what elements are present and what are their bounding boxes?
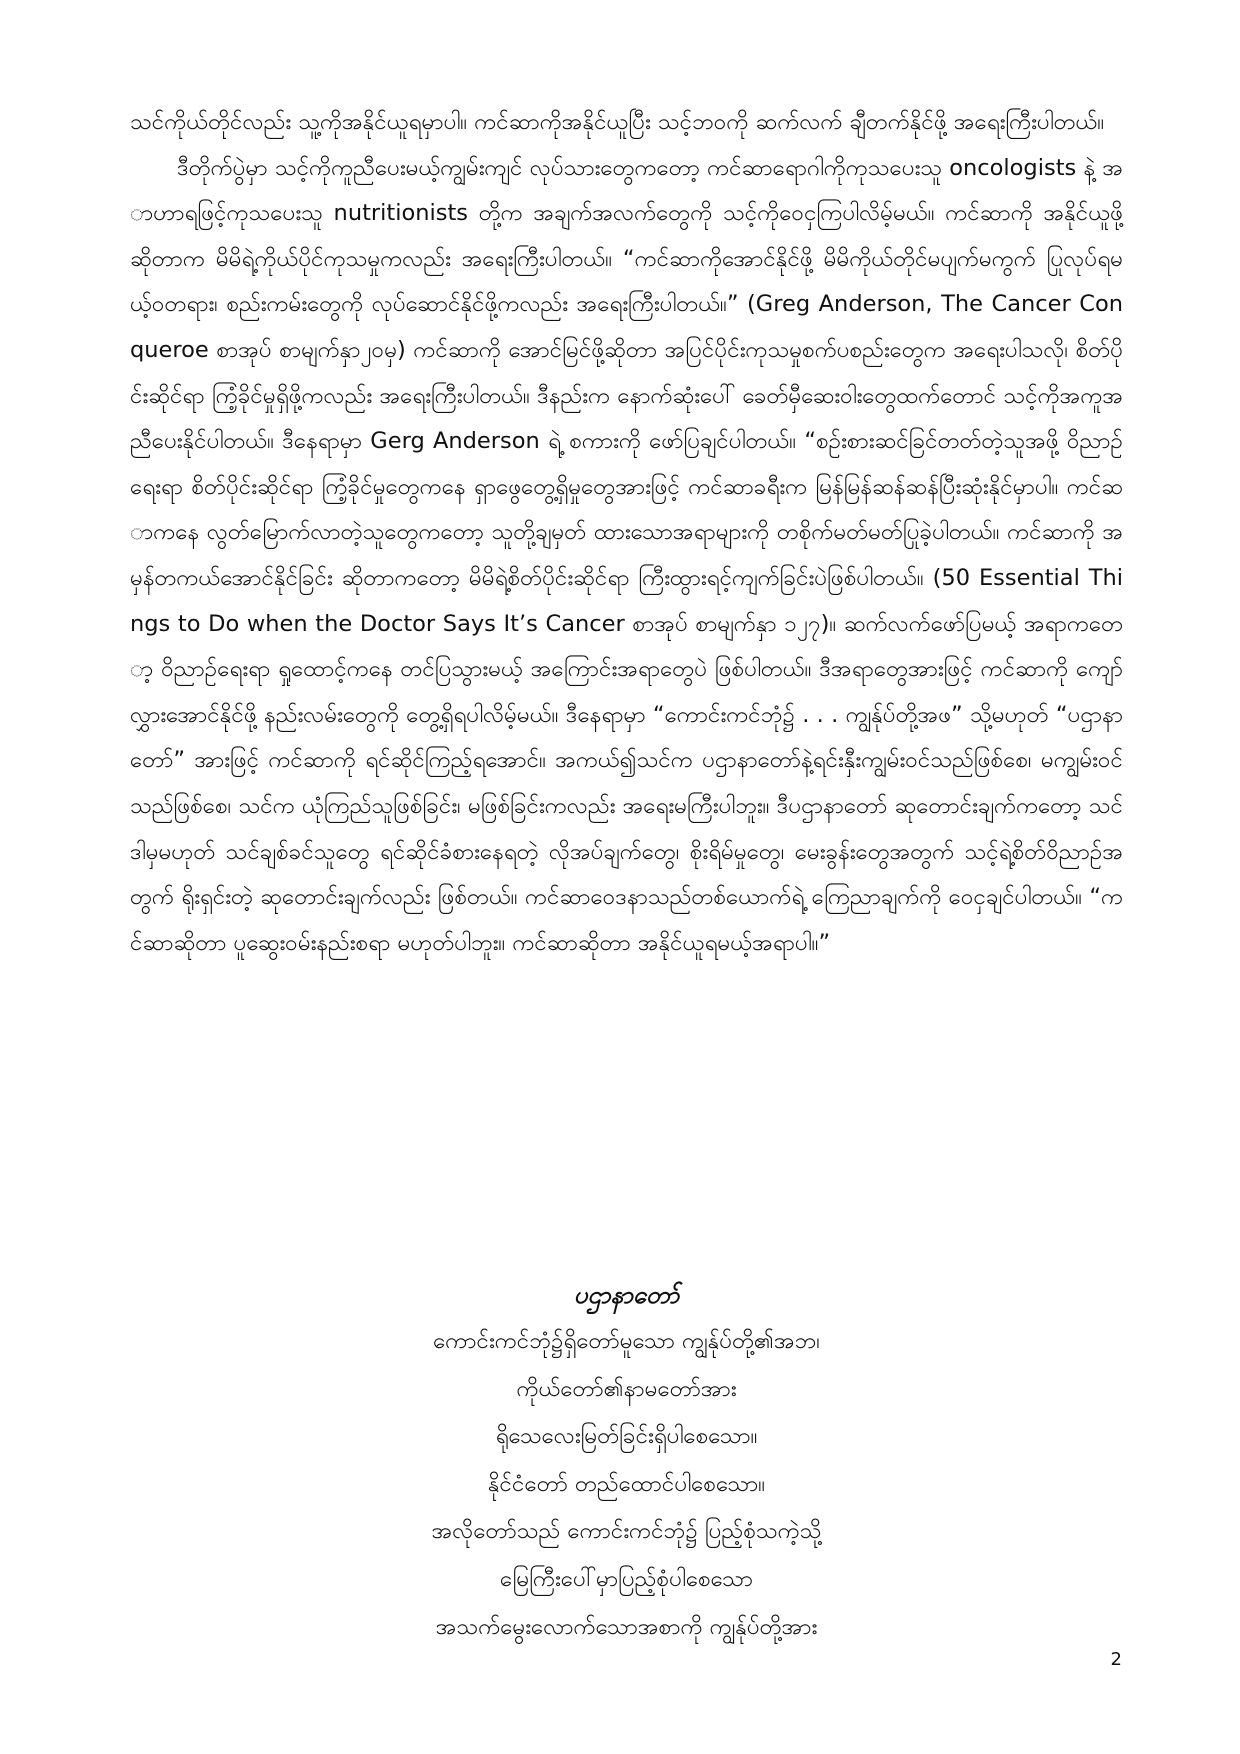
paragraph-main: ဒီတိုက်ပွဲမှာ သင့်ကိုကူညီပေးမယ့်ကျွမ်းကျင် လုပ်သားတွေကတော့ ကင်ဆာရောဂါကိုကုသပေးသူ oncologists နဲ့ အာဟာရဖြင့်ကုသပေးသူ nutritionists တို့က အချက်အလက်တွေကို သင့်ကိုဝေငှကြပါလိမ့်မယ်။ ကင်ဆာကို အနိုင်ယူဖို့ဆိုတာက မိမိရဲ့ကိုယ်ပိုင်ကုသမှုကလည်း အရေးကြီးပါတယ်။ “ကင်ဆာကိုအောင်နိုင်ဖို့ မိမိကိုယ်တိုင်မပျက်မကွက် ပြုလုပ်ရမယ့်ဝတရား၊ စည်းကမ်းတွေကို လုပ်ဆောင်နိုင်ဖို့ကလည်း အရေးကြီးပါတယ်။” (Greg Anderson, The Cancer Conqueroe စာအုပ် စာမျက်နှာ၂၀မှ) ကင်ဆာကို အောင်မြင်ဖို့ဆိုတာ အပြင်ပိုင်းကုသမှုစက်ပစည်းတွေက အရေးပါသလို၊ စိတ်ပိုင်းဆိုင်ရာ ကြံ့ခိုင်မှုရှိဖို့ကလည်း အရေးကြီးပါတယ်။ ဒီနည်းက နောက်ဆုံးပေါ် ခေတ်မှီဆေးဝါးတွေထက်တောင် သင့်ကိုအကူအညီပေးနိုင်ပါတယ်။ ဒီနေရာမှာ Gerg Anderson ရဲ့ စကားကို ဖော်ပြချင်ပါတယ်။ “စဉ်းစားဆင်ခြင်တတ်တဲ့သူအဖို့ ဝိညာဉ်ရေးရာ စိတ်ပိုင်းဆိုင်ရာ ကြံ့ခိုင်မှုတွေကနေ ရှာဖွေတွေ့ရှိမှုတွေအားဖြင့် ကင်ဆာခရီးက မြန်မြန်ဆန်ဆန်ပြီးဆုံးနိုင်မှာပါ။ ကင်ဆာကနေ လွတ်မြောက်လာတဲ့သူတွေကတော့ သူတို့ချမှတ် ထားသောအရာများကို တစိုက်မတ်မတ်ပြုခဲ့ပါတယ်။ ကင်ဆာကို အမှန်တကယ်အောင်နိုင်ခြင်း ဆိုတာကတော့ မိမိရဲ့စိတ်ပိုင်းဆိုင်ရာ ကြီးထွားရင့်ကျက်ခြင်းပဲဖြစ်ပါတယ်။ (50 Essential Things to Do when the Doctor Says It’s Cancer စာအုပ် စာမျက်နှာ ၁၂၇)။ ဆက်လက်ဖော်ပြမယ့် အရာကတော့ ဝိညာဉ်ရေးရာ ရှုထောင့်ကနေ တင်ပြသွားမယ့် အကြောင်းအရာတွေပဲ ဖြစ်ပါတယ်။ ဒီအရာတွေအားဖြင့် ကင်ဆာကို ကျော်လွှားအောင်နိုင်ဖို့ နည်းလမ်းတွေကို တွေ့ရှိရပါလိမ့်မယ်။ ဒီနေရာမှာ “ကောင်းကင်ဘုံ၌ . . . ကျွန်ုပ်တို့အဖ” သို့မဟုတ် “ပဌာနာတော်” အားဖြင့် ကင်ဆာကို ရင်ဆိုင်ကြည့်ရအောင်။ အကယ်၍သင်က ပဌာနာတော်နဲ့ရင်းနှီးကျွမ်းဝင်သည်ဖြစ်စေ၊ မကျွမ်းဝင်သည်ဖြစ်စေ၊ သင်က ယုံကြည်သူဖြစ်ခြင်း၊ မဖြစ်ခြင်းကလည်း အရေးမကြီးပါဘူး။ ဒီပဌာနာတော် ဆုတောင်းချက်ကတော့ သင် ဒါမှမဟုတ် သင်ချစ်ခင်သူတွေ ရင်ဆိုင်ခံစားနေရတဲ့ လိုအပ်ချက်တွေ၊ စိုးရိမ်မှုတွေ၊ မေးခွန်းတွေအတွက် သင့်ရဲ့စိတ်ဝိညာဉ်အတွက် ရိုးရှင်းတဲ့ ဆုတောင်းချက်လည်း ဖြစ်တယ်။ ကင်ဆာဝေဒနာသည်တစ်ယောက်ရဲ့ ကြေညာချက်ကို ဝေငှချင်ပါတယ်။ “ကင်ဆာဆိုတာ ပူဆွေးဝမ်းနည်းစရာ မဟုတ်ပါဘူး။ ကင်ဆာဆိုတာ အနိုင်ယူရမယ့်အရာပါ။” (130, 154, 1123, 956)
prayer-line: ရိုသေလေးမြတ်ခြင်းရှိပါစေသော။ (495, 1423, 758, 1450)
prayer-line: မြေကြီးပေါ်မှာပြည့်စုံပါစေသော (499, 1565, 754, 1592)
prayer-line: နိုင်ငံတော် တည်ထောင်ပါစေသော။ (487, 1470, 766, 1497)
page-number: 2 (1110, 1649, 1122, 1670)
paragraph-continuation: သင်ကိုယ်တိုင်လည်း သူ့ကိုအနိုင်ယူရမှာပါ။ ကင်ဆာကိုအနိုင်ယူပြီး သင့်ဘဝကို ဆက်လက် ချီတက်နိုင်ဖို့ အရေးကြီးပါတယ်။ (130, 109, 1105, 135)
prayer-line: အသက်မွေးလောက်သောအစာကို ကျွန်ုပ်တို့အား (435, 1613, 818, 1640)
prayer-line: ကောင်းကင်ဘုံ၌ရှိတော်မူသော ကျွန်ုပ်တို့၏အဘ၊ (433, 1328, 820, 1354)
body-text (130, 100, 1123, 966)
prayer-line: ကိုယ်တော်၏နာမတော်အား (516, 1375, 737, 1402)
prayer-title: ပဌာနာတော် (573, 1281, 680, 1309)
prayer-section (130, 1272, 1123, 1651)
prayer-line: အလိုတော်သည် ကောင်းကင်ဘုံ၌ ပြည့်စုံသကဲ့သို့ (431, 1518, 822, 1545)
